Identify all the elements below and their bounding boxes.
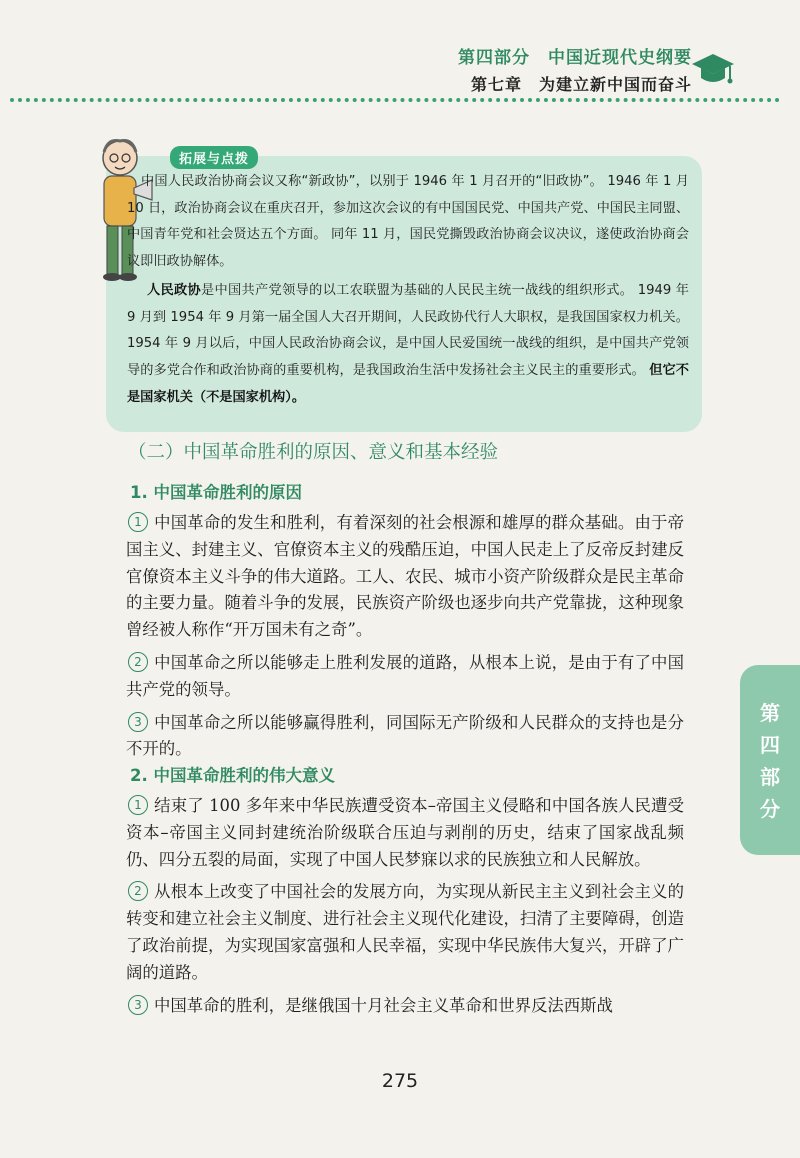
item-number: 1 bbox=[128, 795, 148, 815]
graduation-cap-icon bbox=[690, 50, 736, 88]
list-item bbox=[126, 993, 684, 1020]
significance-list bbox=[126, 793, 684, 1019]
list-item-text: 结束了 100 多年来中华民族遭受资本–帝国主义侵略和中国各族人民遭受资本–帝国主义同封建统治阶级联合压迫与剥削的历史，结束了国家战乱频仍、四分五裂的局面，实现了中国人民梦寐以求的民族独立和人民解放。 bbox=[126, 796, 684, 869]
list-item bbox=[126, 650, 684, 704]
subsection-title-2: 2. 中国革命胜利的伟大意义 bbox=[130, 766, 335, 785]
section-title: （二）中国革命胜利的原因、意义和基本经验 bbox=[128, 442, 499, 463]
list-item bbox=[126, 710, 684, 764]
note-tag: 拓展与点拨 bbox=[170, 146, 258, 169]
list-item-text: 中国革命的胜利，是继俄国十月社会主义革命和世界反法西斯战 bbox=[154, 995, 613, 1015]
note-text bbox=[127, 169, 689, 411]
note-term: 人民政协 bbox=[147, 282, 202, 298]
list-item-text: 从根本上改变了中国社会的发展方向，为实现从新民主主义到社会主义的转变和建立社会主义制度、进行社会主义现代化建设，扫清了主要障碍，创造了政治前提，为实现国家富强和人民幸福，实现中华民族伟大复兴，开辟了广阔的道路。 bbox=[126, 882, 684, 982]
item-number: 2 bbox=[128, 652, 148, 672]
note-bold-ending: 但它不是国家机关（不是国家机构）。 bbox=[127, 362, 689, 405]
list-item bbox=[126, 793, 684, 873]
list-item bbox=[126, 879, 684, 986]
part-side-tab bbox=[740, 665, 800, 855]
list-item-text: 中国革命之所以能够赢得胜利，同国际无产阶级和人民群众的支持也是分不开的。 bbox=[126, 712, 684, 759]
note-paragraph-1: 中国人民政治协商会议又称“新政协”，以别于 1946 年 1 月召开的“旧政协”。 1946 年 1 月 10 日，政治协商会议在重庆召开，参加这次会议的有中国国民党、中国共产党、中国民主同盟、中国青年党和社会贤达五个方面。 同年 11 月，国民党撕毁政治协商会议决议，遂使政治协商会议即旧政协解体。 bbox=[127, 174, 689, 270]
header-part-title: 第四部分 中国近现代史纲要 bbox=[458, 48, 692, 68]
page-number: 275 bbox=[381, 1070, 419, 1092]
item-number: 3 bbox=[128, 712, 148, 732]
header-divider bbox=[10, 98, 780, 102]
item-number: 2 bbox=[128, 881, 148, 901]
note-paragraph-2 bbox=[127, 278, 689, 412]
header-chapter-title: 第七章 为建立新中国而奋斗 bbox=[470, 75, 692, 94]
subsection-title-1: 1. 中国革命胜利的原因 bbox=[130, 483, 302, 502]
list-item-text: 中国革命的发生和胜利，有着深刻的社会根源和雄厚的群众基础。由于帝国主义、封建主义、官僚资本主义的残酷压迫，中国人民走上了反帝反封建反官僚资本主义斗争的伟大道路。工人、农民、城市小资产阶级群众是民主革命的主要力量。随着斗争的发展，民族资产阶级也逐步向共产党靠拢，这种现象曾经被人称作“开万国未有之奇”。 bbox=[126, 513, 684, 640]
list-item-text: 中国革命之所以能够走上胜利发展的道路，从根本上说，是由于有了中国共产党的领导。 bbox=[126, 652, 684, 699]
reasons-list bbox=[126, 510, 684, 763]
list-item bbox=[126, 510, 684, 644]
side-tab-label: 第四部分 bbox=[760, 701, 780, 821]
item-number: 1 bbox=[128, 512, 148, 532]
item-number: 3 bbox=[128, 995, 148, 1015]
note-body: 是中国共产党领导的以工农联盟为基础的人民民主统一战线的组织形式。 1949 年 9 月到 1954 年 9 月第一届全国人大召开期间，人民政协代行人大职权，是我国国家权力机关。 1954 年 9 月以后，中国人民政治协商会议，是中国人民爱国统一战线的组织，是中国共产党领导的多党合作和政治协商的重要机构，是我国政治生活中发扬社会主义民主的重要形式。 bbox=[127, 282, 689, 378]
